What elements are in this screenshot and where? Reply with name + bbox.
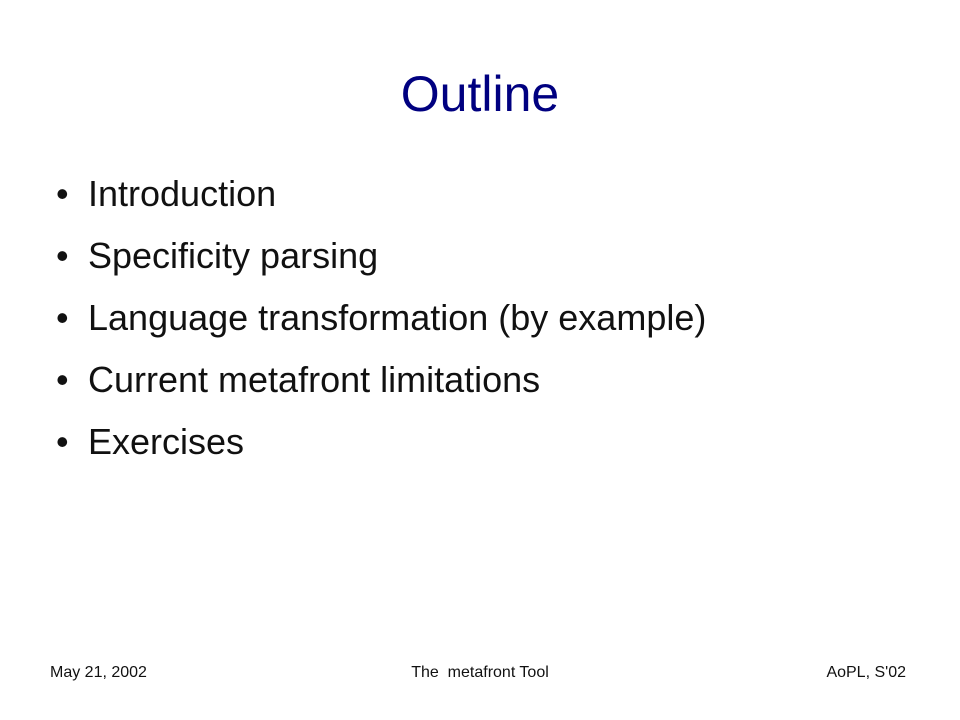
bullet-item-introduction [56, 164, 706, 226]
bullet-dot-icon: • [56, 173, 69, 214]
bullet-text: Introduction [88, 173, 277, 214]
slide-title: Outline [400, 66, 560, 122]
bullet-list [56, 164, 706, 474]
bullet-item-language-transformation [56, 288, 706, 350]
footer-title: The metafront Tool [411, 664, 549, 681]
bullet-item-metafront-limitations [56, 350, 706, 412]
bullet-dot-icon: • [56, 235, 69, 276]
bullet-dot-icon: • [56, 421, 69, 462]
bullet-item-exercises [56, 412, 706, 474]
bullet-text: Language transformation (by example) [88, 297, 707, 338]
footer-date: May 21, 2002 [50, 664, 147, 681]
footer-course: AoPL, S'02 [826, 664, 906, 681]
bullet-text: Specificity parsing [88, 235, 379, 276]
bullet-dot-icon: • [56, 297, 69, 338]
bullet-item-specificity-parsing [56, 226, 706, 288]
bullet-text: Exercises [88, 421, 245, 462]
bullet-text: Current metafront limitations [88, 359, 541, 400]
bullet-dot-icon: • [56, 359, 69, 400]
